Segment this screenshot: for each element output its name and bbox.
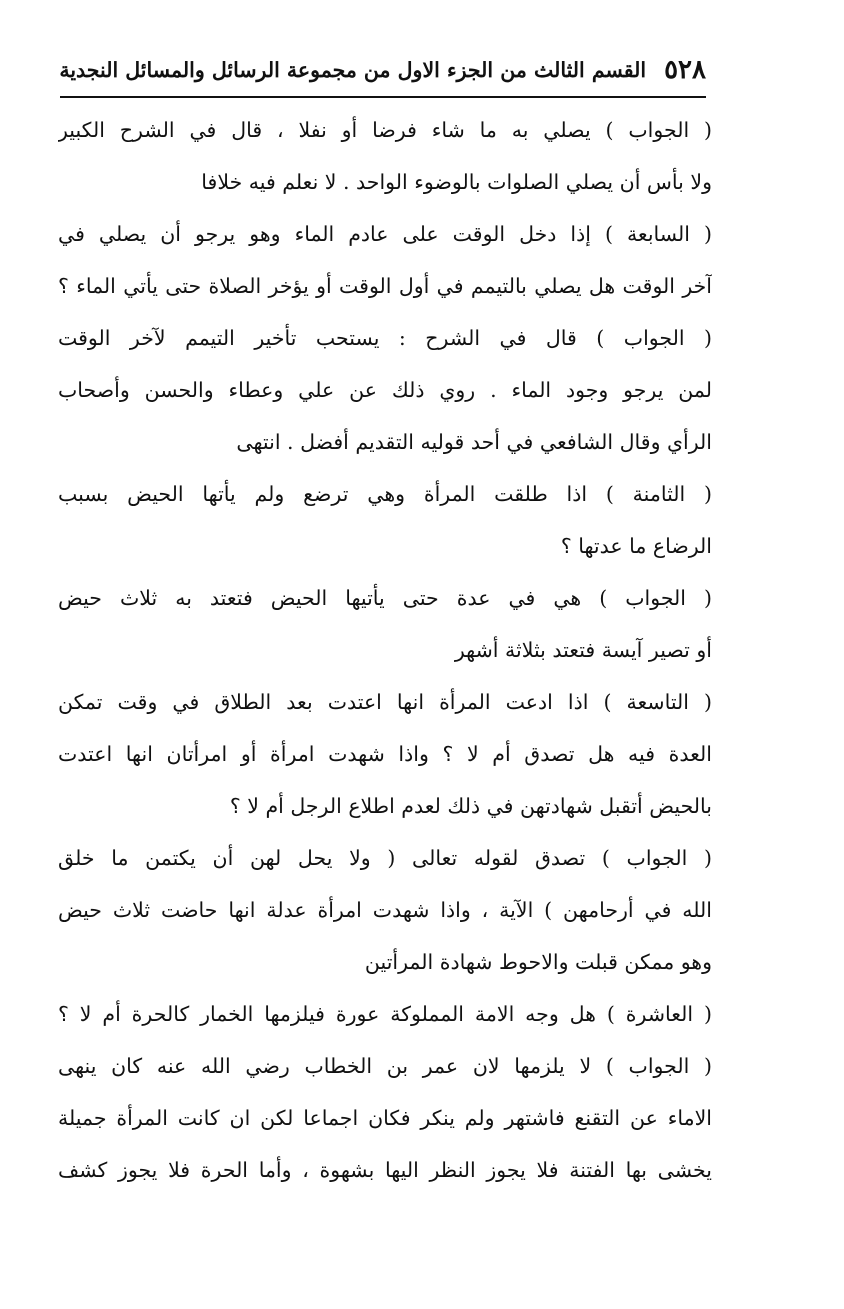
text-line: آخر الوقت هل يصلي بالتيمم في أول الوقت أو يؤخر الصلاة حتى يأتي الماء ؟ (58, 274, 712, 298)
text-line: الرضاع ما عدتها ؟ (560, 534, 712, 558)
text-line: ولا بأس أن يصلي الصلوات بالوضوء الواحد . لا نعلم فيه خلافا (201, 170, 712, 194)
page-header (60, 50, 706, 90)
text-line: ( الجواب ) تصدق لقوله تعالى ( ولا يحل لهن أن يكتمن ما خلق (58, 846, 712, 870)
text-line: الرأي وقال الشافعي في أحد قوليه التقديم أفضل . انتهى (236, 430, 712, 454)
text-line: العدة فيه هل تصدق أم لا ؟ واذا شهدت امرأة أو امرأتان انها اعتدت (58, 742, 712, 766)
text-line: ( السابعة ) إذا دخل الوقت على عادم الماء وهو يرجو أن يصلي في (58, 222, 712, 246)
text-line: يخشى بها الفتنة فلا يجوز النظر اليها بشهوة ، وأما الحرة فلا يجوز كشف (58, 1158, 712, 1182)
text-line: أو تصير آيسة فتعتد بثلاثة أشهر (454, 638, 712, 662)
text-line: ( الجواب ) هي في عدة حتى يأتيها الحيض فتعتد به ثلاث حيض (58, 586, 712, 610)
text-line: لمن يرجو وجود الماء . روي ذلك عن علي وعطاء والحسن وأصحاب (58, 378, 712, 402)
running-title: القسم الثالث من الجزء الاول من مجموعة الرسائل والمسائل النجدية (59, 58, 647, 82)
text-line: ( العاشرة ) هل وجه الامة المملوكة عورة فيلزمها الخمار كالحرة أم لا ؟ (58, 1002, 712, 1026)
text-line: الاماء عن التقنع فاشتهر ولم ينكر فكان اجماعا لكن ان كانت المرأة جميلة (58, 1106, 712, 1130)
text-line: ( الجواب ) قال في الشرح : يستحب تأخير التيمم لآخر الوقت (58, 326, 712, 350)
text-line: ( الجواب ) يصلي به ما شاء فرضا أو نفلا ، قال في الشرح الكبير (58, 118, 712, 142)
page-number: ٥٢٨ (664, 55, 706, 85)
text-line: ( الجواب ) لا يلزمها لان عمر بن الخطاب رضي الله عنه كان ينهى (58, 1054, 712, 1078)
text-line: ( الثامنة ) اذا طلقت المرأة وهي ترضع ولم يأتها الحيض بسبب (58, 482, 712, 506)
text-line: الله في أرحامهن ) الآية ، واذا شهدت امرأة عدلة انها حاضت ثلاث حيض (58, 898, 712, 922)
text-line: بالحيض أتقبل شهادتهن في ذلك لعدم اطلاع الرجل أم لا ؟ (229, 794, 712, 818)
text-line: وهو ممكن قبلت والاحوط شهادة المرأتين (364, 950, 712, 974)
text-line: ( التاسعة ) اذا ادعت المرأة انها اعتدت بعد الطلاق في وقت تمكن (58, 690, 712, 714)
page-body (58, 104, 712, 1196)
header-divider (60, 96, 706, 98)
